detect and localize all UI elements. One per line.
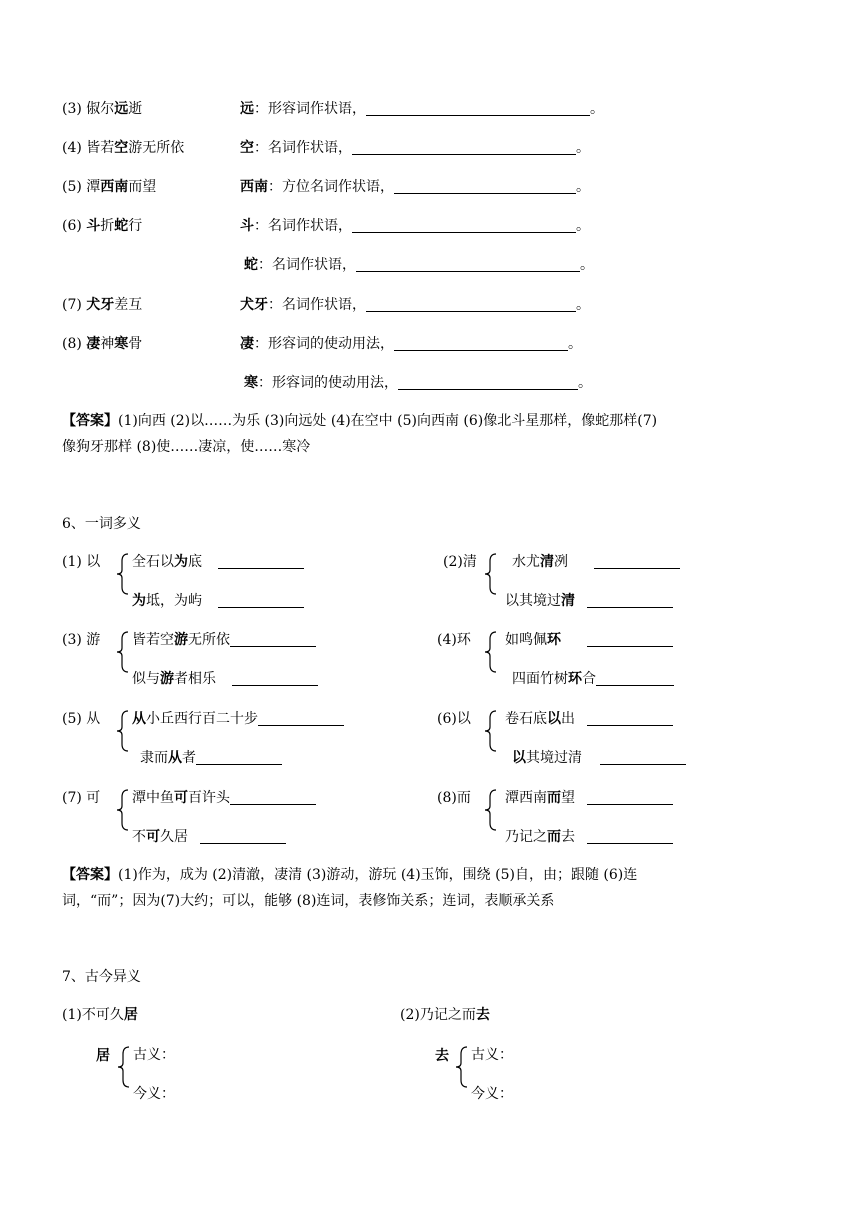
polysemy-sentence (132, 828, 286, 846)
period: 。 (590, 101, 604, 117)
title-text: (1)不可久 (62, 1007, 124, 1023)
phrase-text: 折 (100, 218, 115, 234)
ancient-meaning[interactable]: 古义： (133, 1047, 175, 1063)
key-word: 为 (174, 554, 188, 570)
brace-icon (455, 1046, 469, 1088)
key-word: 从 (132, 711, 146, 727)
key-word: 居 (96, 1048, 110, 1064)
item-number: (6) (62, 218, 82, 234)
polysemy-label: (1) 以 (62, 554, 101, 570)
title-text: (2)乃记之而 (400, 1007, 476, 1023)
sentence-text: 久居 (160, 829, 188, 845)
phrase-text: 骨 (128, 336, 143, 352)
answer-blank[interactable] (232, 671, 318, 686)
term-title (400, 1006, 490, 1024)
sentence-text: 望 (561, 790, 575, 806)
phrase-text: 神 (100, 336, 115, 352)
polysemy-label: (4)环 (437, 632, 471, 648)
answer-blank[interactable] (352, 140, 576, 155)
key-word: 可 (174, 790, 188, 806)
term-word (435, 1047, 449, 1065)
key-word: 蛇 (244, 257, 258, 273)
polysemy-sentence (512, 749, 686, 767)
polysemy-sentence (132, 631, 316, 649)
term-title (62, 1006, 138, 1024)
polysemy-sentence (512, 670, 674, 688)
sentence-text: 出 (561, 711, 575, 727)
polysemy-sentence (505, 710, 673, 728)
answer-blank[interactable] (218, 554, 304, 569)
brace-icon (116, 710, 130, 752)
polysemy-sentence (132, 553, 304, 571)
polysemy-label: (6)以 (437, 711, 471, 727)
phrase-text: 潭 (86, 179, 101, 195)
answer-blank[interactable] (196, 750, 282, 765)
phrase-text: 俶尔 (86, 101, 115, 117)
sentence-text: 潭中鱼 (132, 790, 174, 806)
answer-blank[interactable] (596, 671, 674, 686)
polysemy-sentence (132, 710, 344, 728)
item-number: (7) (62, 297, 82, 313)
sentence-text: 潭西南 (505, 790, 547, 806)
phrase-text: 逝 (128, 101, 143, 117)
period: 。 (576, 179, 590, 195)
answer-text: (1)向西 (2)以……为乐 (3)向远处 (4)在空中 (5)向西南 (6)像北斗星那样，像蛇那样(7) (118, 413, 658, 429)
usage-phrase (62, 335, 142, 353)
polysemy-sentence (512, 553, 680, 571)
sentence-text: 不 (132, 829, 146, 845)
answer-blank[interactable] (218, 593, 304, 608)
sentence-text: 冽 (554, 554, 568, 570)
sentence-text: 卷石底 (505, 711, 547, 727)
phrase-text: 差互 (114, 297, 143, 313)
key-word: 西南 (240, 179, 268, 195)
usage-explanation (240, 178, 590, 196)
polysemy-label: (8)而 (437, 790, 471, 806)
period: 。 (576, 140, 590, 156)
polysemy-sentence (505, 828, 673, 846)
ancient-meaning[interactable]: 古义： (471, 1047, 513, 1063)
sentence-text: 合 (582, 671, 596, 687)
key-word: 寒 (114, 336, 129, 352)
key-word: 空 (240, 140, 254, 156)
key-word: 西南 (100, 179, 129, 195)
key-word: 空 (114, 140, 129, 156)
phrase-text: 皆若 (86, 140, 115, 156)
usage-desc: ：方位名词作状语， (268, 179, 394, 195)
phrase-text: 行 (128, 218, 143, 234)
period: 。 (568, 336, 582, 352)
polysemy-sentence (140, 749, 282, 767)
key-word: 清 (540, 554, 554, 570)
brace-icon (116, 631, 130, 673)
polysemy-answer (62, 862, 814, 914)
polysemy-label: (7) 可 (62, 790, 101, 806)
key-word: 去 (435, 1048, 449, 1064)
sentence-text: 去 (561, 829, 575, 845)
modern-meaning[interactable]: 今义： (471, 1086, 513, 1102)
sentence-text: 如鸣佩 (505, 632, 547, 648)
key-word: 游 (160, 671, 174, 687)
usage-phrase (62, 296, 142, 314)
key-word: 环 (568, 671, 582, 687)
sentence-text: 水尤 (512, 554, 540, 570)
answer-label: 【答案】 (62, 867, 118, 883)
brace-icon (484, 553, 498, 595)
sentence-text: 底 (188, 554, 202, 570)
key-word: 凄 (86, 336, 101, 352)
key-word: 斗 (86, 218, 101, 234)
polysemy-sentence (505, 592, 673, 610)
answer-blank[interactable] (594, 554, 680, 569)
key-word: 犬牙 (240, 297, 268, 313)
key-word: 以 (512, 750, 526, 766)
polysemy-sentence (505, 631, 673, 649)
period: 。 (578, 375, 592, 391)
polysemy-label: (3) 游 (62, 632, 101, 648)
key-word: 凄 (240, 336, 254, 352)
key-word: 从 (168, 750, 182, 766)
brace-icon (117, 1046, 131, 1088)
key-word: 可 (146, 829, 160, 845)
polysemy-sentence (132, 670, 318, 688)
period: 。 (576, 297, 590, 313)
answer-blank[interactable] (587, 593, 673, 608)
answer-blank[interactable] (587, 790, 673, 805)
item-number: (5) (62, 179, 82, 195)
key-word: 去 (475, 1007, 490, 1023)
brace-icon (484, 631, 498, 673)
sentence-text: 其境过清 (526, 750, 582, 766)
answer-text: (1)作为，成为 (2)清澈，凄清 (3)游动，游玩 (4)玉饰，围绕 (5)自，由；跟随 (6)连 (118, 867, 638, 883)
polysemy-label: (5) 从 (62, 711, 101, 727)
usage-explanation (244, 374, 592, 392)
brace-icon (484, 710, 498, 752)
answer-label: 【答案】 (62, 413, 118, 429)
usage-desc: ：形容词的使动用法， (258, 375, 398, 391)
sentence-text: 皆若空 (132, 632, 174, 648)
sentence-text: 四面竹树 (512, 671, 568, 687)
key-word: 以 (547, 711, 561, 727)
item-number: (8) (62, 336, 82, 352)
answer-blank[interactable] (394, 179, 576, 194)
modern-meaning[interactable]: 今义： (133, 1086, 175, 1102)
answer-blank[interactable] (366, 297, 576, 312)
answer-blank[interactable] (200, 829, 286, 844)
section-heading: 6、一词多义 (62, 516, 141, 532)
answer-blank[interactable] (366, 101, 590, 116)
term-word (96, 1047, 110, 1065)
period: 。 (576, 218, 590, 234)
usage-desc: ：名词作状语， (268, 297, 366, 313)
usage-explanation (240, 335, 582, 353)
answer-blank[interactable] (394, 336, 568, 351)
polysemy-sentence (505, 789, 673, 807)
usage-phrase (62, 178, 156, 196)
key-word: 而 (547, 829, 561, 845)
usage-phrase (62, 217, 142, 235)
key-word: 远 (114, 101, 129, 117)
answer-blank[interactable] (587, 632, 673, 647)
key-word: 为 (132, 593, 146, 609)
item-number: (4) (62, 140, 82, 156)
usage-explanation (244, 256, 594, 274)
sentence-text: 百许头 (188, 790, 230, 806)
sentence-text: 隶而 (140, 750, 168, 766)
key-word: 游 (174, 632, 188, 648)
sentence-text: 小丘西行百二十步 (146, 711, 258, 727)
polysemy-sentence (132, 592, 304, 610)
phrase-text: 而望 (128, 179, 157, 195)
usage-desc: ：名词作状语， (258, 257, 356, 273)
usage-phrase (62, 100, 142, 118)
usage-desc: ：形容词作状语， (254, 101, 366, 117)
brace-icon (116, 789, 130, 831)
polysemy-label: (2)清 (443, 554, 477, 570)
sentence-text: 坻，为屿 (146, 593, 202, 609)
key-word: 蛇 (114, 218, 129, 234)
key-word: 清 (561, 593, 575, 609)
answer-blank[interactable] (230, 632, 316, 647)
answer-blank[interactable] (587, 829, 673, 844)
brace-icon (116, 553, 130, 595)
answer-blank[interactable] (587, 711, 673, 726)
sentence-text: 无所依 (188, 632, 230, 648)
polysemy-sentence (132, 789, 316, 807)
answer-text: 词，“而”；因为(7)大约；可以，能够 (8)连词，表修饰关系；连词，表顺承关系 (62, 893, 555, 909)
key-word: 远 (240, 101, 254, 117)
period: 。 (580, 257, 594, 273)
answer-blank[interactable] (398, 375, 578, 390)
answer-blank[interactable] (600, 750, 686, 765)
section-heading: 7、古今异义 (62, 969, 141, 985)
answer-blank[interactable] (356, 257, 580, 272)
answer-text: 像狗牙那样 (8)使……凄凉，使……寒冷 (62, 439, 311, 455)
key-word: 居 (123, 1007, 138, 1023)
sentence-text: 乃记之 (505, 829, 547, 845)
usage-desc: ：名词作状语， (254, 140, 352, 156)
usage-phrase (62, 139, 184, 157)
sentence-text: 以其境过 (505, 593, 561, 609)
answer-blank[interactable] (258, 711, 344, 726)
answer-blank[interactable] (230, 790, 316, 805)
key-word: 犬牙 (86, 297, 115, 313)
key-word: 寒 (244, 375, 258, 391)
sentence-text: 者 (182, 750, 196, 766)
sentence-text: 者相乐 (174, 671, 216, 687)
answer-blank[interactable] (352, 218, 576, 233)
phrase-text: 游无所依 (128, 140, 185, 156)
usage-explanation (240, 217, 590, 235)
usage-explanation (240, 139, 590, 157)
key-word: 环 (547, 632, 561, 648)
usage-explanation (240, 296, 590, 314)
sentence-text: 全石以 (132, 554, 174, 570)
brace-icon (484, 789, 498, 831)
usage-desc: ：名词作状语， (254, 218, 352, 234)
usage-explanation (240, 100, 604, 118)
item-number: (3) (62, 101, 82, 117)
sentence-text: 似与 (132, 671, 160, 687)
key-word: 斗 (240, 218, 254, 234)
key-word: 而 (547, 790, 561, 806)
usage-answer (62, 408, 814, 460)
usage-desc: ：形容词的使动用法， (254, 336, 394, 352)
